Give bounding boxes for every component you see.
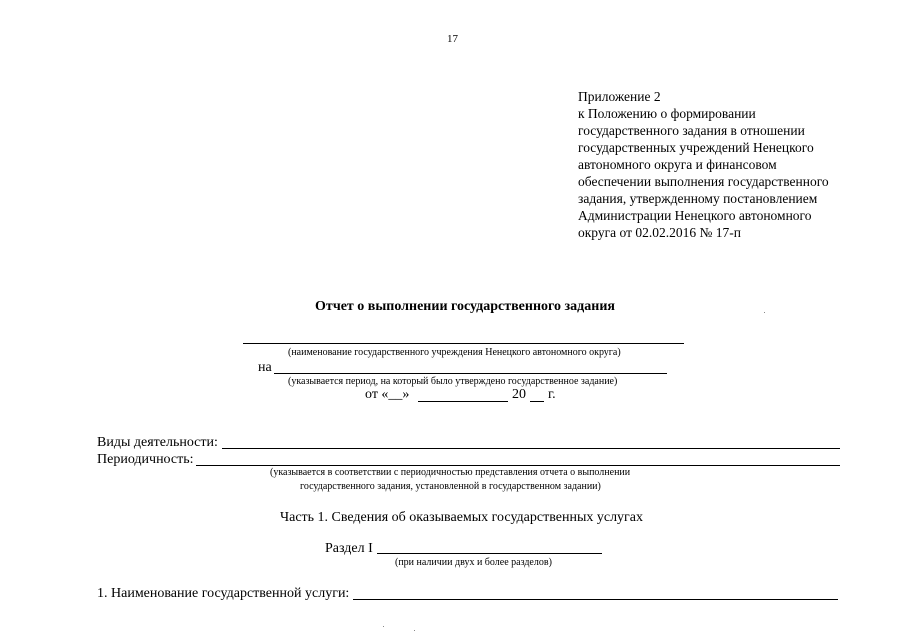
appendix-line: к Положению о формировании (578, 106, 756, 121)
scan-speck (414, 630, 415, 631)
period-field[interactable] (274, 373, 667, 374)
institution-caption: (наименование государственного учреждения Ненецкого автономного округа) (288, 347, 621, 358)
appendix-line: задания, утвержденному постановлением (578, 191, 818, 206)
activity-label: Виды деятельности: (97, 435, 218, 450)
periodicity-caption-2: государственного задания, установленной в государственном задании) (300, 481, 601, 492)
part-heading: Часть 1. Сведения об оказываемых государственных услугах (280, 510, 644, 525)
date-year-field[interactable] (530, 401, 544, 402)
appendix-line: государственного задания в отношении (578, 123, 805, 138)
scan-speck (383, 626, 384, 627)
period-prefix: на (258, 360, 272, 375)
section-label: Раздел I (325, 541, 373, 556)
appendix-line: Администрации Ненецкого автономного (578, 208, 812, 223)
periodicity-field[interactable] (196, 465, 840, 466)
date-year-prefix: 20 (512, 387, 526, 402)
appendix-line: автономного округа и финансовом (578, 157, 777, 172)
section-field[interactable] (377, 553, 602, 554)
service-name-field[interactable] (353, 599, 838, 600)
appendix-line: Приложение 2 (578, 89, 661, 104)
date-year-suffix: г. (548, 387, 556, 402)
periodicity-caption-1: (указывается в соответствии с периодичностью представления отчета о выполнении (270, 467, 631, 478)
report-title: Отчет о выполнении государственного задания (315, 299, 615, 314)
service-name-label: 1. Наименование государственной услуги: (97, 586, 350, 601)
appendix-line: государственных учреждений Ненецкого (578, 140, 814, 155)
page-number: 17 (447, 33, 458, 45)
scan-speck (764, 312, 765, 313)
appendix-note (578, 88, 829, 241)
institution-name-field[interactable] (243, 343, 684, 344)
periodicity-label: Периодичность: (97, 452, 194, 467)
period-caption: (указывается период, на который было утверждено государственное задание) (288, 376, 618, 387)
activity-field[interactable] (222, 448, 840, 449)
date-from: от «__» (365, 387, 410, 402)
appendix-line: обеспечении выполнения государственного (578, 174, 829, 189)
date-month-field[interactable] (418, 401, 508, 402)
section-caption: (при наличии двух и более разделов) (395, 557, 552, 568)
appendix-line: округа от 02.02.2016 № 17-п (578, 225, 741, 240)
